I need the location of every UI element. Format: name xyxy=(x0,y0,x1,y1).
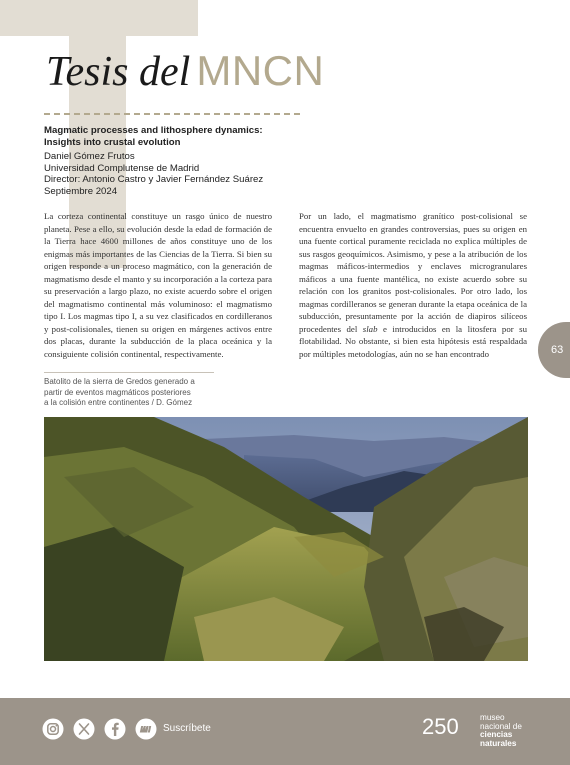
photo-caption-line-2: partir de eventos magmáticos posteriores xyxy=(44,387,191,397)
body-text-italic-slab: slab xyxy=(362,323,378,334)
thesis-directors: Director: Antonio Castro y Javier Fernández Suárez xyxy=(44,174,264,185)
photo-caption-line-3: a la colisión entre continentes / D. Gómez xyxy=(44,398,193,407)
anniversary-logo xyxy=(422,716,478,742)
subscribe-link[interactable]: Suscríbete xyxy=(163,723,211,734)
dashed-divider xyxy=(44,113,300,115)
museum-line-3: ciencias xyxy=(480,730,513,740)
museum-line-2: nacional de xyxy=(480,721,522,731)
thesis-title-line-2: Insights into crustal evolution xyxy=(44,137,181,148)
photo-caption-line-1: Batolito de la sierra de Gredos generado a xyxy=(44,377,195,386)
body-text-left-column: La corteza continental constituye un rasgo único de nuestro planeta. Pese a ello, su evolución desde la edad de formación de la Tierra hace 4600 millones de años constituye uno de los enigmas más importantes de las Ciencias de la Tierra. Si bien su origen responde a un proceso magmático, con la generación de magmatismo desde el manto y su incorporación a la corteza para su preservación a largo plazo, no existe acuerdo sobre el origen del magmatismo continental más voluminoso: el magmatismo tipo I. Los magmas tipo I, a su vez clasificados en cordilleranos y post-colisionales, tienen su origen en márgenes activos entre dos placas, durante la subducción de la placa oceánica y la consiguiente colisión continental, respectivamente. xyxy=(44,211,272,360)
instagram-icon[interactable] xyxy=(42,718,64,740)
footer-bar xyxy=(0,698,570,765)
thesis-author: Daniel Gómez Frutos xyxy=(44,151,135,162)
museum-line-1: museo xyxy=(480,713,505,722)
landscape-photo xyxy=(44,417,528,661)
photo-caption xyxy=(44,377,224,409)
body-text-right-part-2: e introducidos en la litosfera por su flotabilidad. No obstante, si bien esta hipótesis está respaldada por múltiples metodologías, aún no se han encontrado xyxy=(299,323,527,360)
museum-logo-text xyxy=(480,714,522,748)
mnn-icon[interactable] xyxy=(135,718,157,740)
section-title xyxy=(46,47,325,95)
thesis-university: Universidad Complutense de Madrid xyxy=(44,162,200,174)
page-number: 63 xyxy=(551,344,564,356)
thesis-title-line-1: Magmatic processes and lithosphere dynamics: xyxy=(44,125,263,136)
page-number-tab xyxy=(538,322,570,378)
x-icon[interactable] xyxy=(73,718,95,740)
facebook-icon[interactable] xyxy=(104,718,126,740)
section-title-acronym: MNCN xyxy=(196,47,325,94)
museum-line-4: naturales xyxy=(480,738,517,748)
section-title-italic: Tesis del xyxy=(46,49,191,95)
thesis-title xyxy=(44,125,344,149)
body-text-right-column xyxy=(299,210,527,361)
thesis-date: Septiembre 2024 xyxy=(44,185,118,197)
anniversary-number: 250 xyxy=(422,714,459,739)
body-text-right-part-1: Por un lado, el magmatismo granítico post-colisional se encuentra envuelto en grandes controversias, pues su origen en una fuente cortical puramente reciclada no explica múltiples de sus rasgos geoquímicos. Asimismo, y pese a la atribución de los magmas máficos-intermedios y enclaves microgranulares máficos a una fuente mantélica, no existe acuerdo sobre su relación con los granitos post-colisionales. Por otro lado, los magmas cordilleranos se generan durante la etapa oceánica de la subducción, presuntamente por la acción de diapiros silíceos procedentes del xyxy=(299,211,527,334)
thesis-header xyxy=(44,125,344,197)
caption-divider xyxy=(44,372,214,373)
